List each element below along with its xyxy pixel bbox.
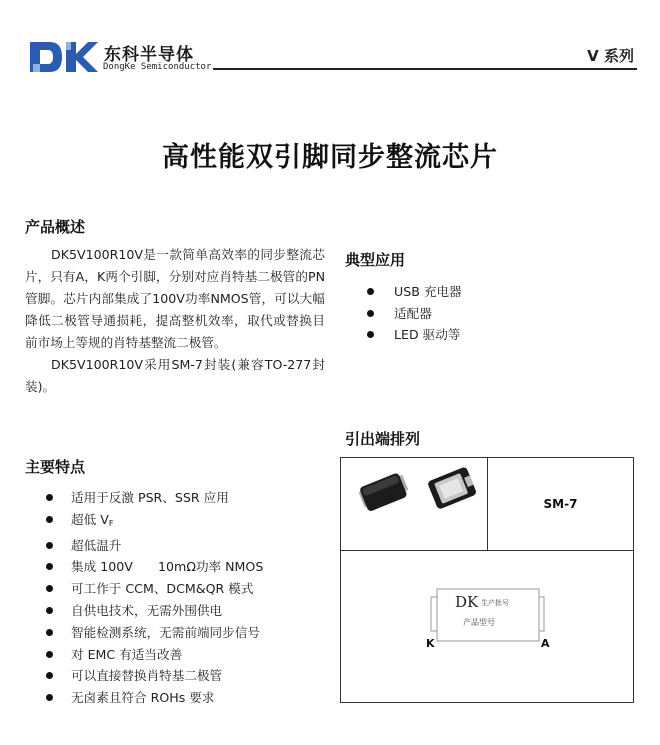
features-heading: 主要特点	[25, 458, 86, 476]
list-item: LED 驱动等	[345, 324, 462, 346]
series-label: V 系列	[587, 47, 634, 65]
bullet-icon	[367, 288, 374, 295]
brand-name-cn: 东科半导体	[104, 45, 194, 65]
list-item: 超低 $V_F$	[25, 509, 263, 535]
list-item: 集成 100V 10mΩ功率 NMOS	[25, 556, 263, 578]
pinout-heading: 引出端排列	[345, 430, 421, 448]
dk-logo-icon	[30, 40, 98, 74]
bullet-icon	[46, 585, 53, 592]
chip-marking-lot: 生产批号	[481, 599, 509, 607]
package-name: SM-7	[488, 458, 633, 551]
overview-para-1: DK5V100R10V是一款简单高效率的同步整流芯片，只有A，K两个引脚，分别对应肖特基二极管的PN管脚。芯片内部集成了100V功率NMOS管，可以大幅降低二极管导通损耗，提高整机效率，取代或替换目前市场上等规的肖特基整流二极管。	[25, 247, 325, 350]
list-item: 自供电技术，无需外围供电	[25, 600, 263, 622]
list-item: 智能检测系统，无需前端同步信号	[25, 622, 263, 644]
applications-heading: 典型应用	[345, 251, 406, 269]
bullet-icon	[46, 629, 53, 636]
brand-name-en: DongKe Semiconductor	[103, 62, 212, 72]
chip-marking-logo: DK	[455, 593, 479, 611]
list-item: USB 充电器	[345, 281, 462, 303]
bullet-icon	[46, 563, 53, 570]
list-item: 对 EMC 有适当改善	[25, 644, 263, 666]
overview-heading: 产品概述	[25, 218, 86, 236]
bullet-icon	[46, 607, 53, 614]
list-item: 可工作于 CCM、DCM&QR 模式	[25, 578, 263, 600]
pinout-table	[340, 457, 634, 703]
bullet-icon	[46, 494, 53, 501]
features-list	[25, 487, 263, 709]
list-item: 无卤素且符合 ROHs 要求	[25, 687, 263, 709]
bullet-icon	[367, 310, 374, 317]
pin-drawing-cell	[341, 551, 633, 702]
bullet-icon	[46, 516, 53, 523]
list-item: 适配器	[345, 303, 462, 325]
overview-para-2: DK5V100R10V采用SM-7封装(兼容TO-277封装)。	[25, 357, 325, 394]
list-item: 可以直接替换肖特基二极管	[25, 665, 263, 687]
bullet-icon	[46, 542, 53, 549]
package-photo-icon	[341, 458, 487, 550]
bullet-icon	[46, 672, 53, 679]
vf-subscript: F	[108, 518, 114, 528]
header-rule	[213, 68, 637, 70]
list-item: 超低温升	[25, 535, 263, 557]
overview-text	[25, 244, 325, 398]
bullet-icon	[46, 694, 53, 701]
pin-k-label: K	[426, 637, 435, 650]
applications-list	[345, 281, 462, 346]
chip-marking-model: 产品型号	[463, 618, 495, 627]
pin-a-label: A	[541, 637, 550, 650]
bullet-icon	[367, 331, 374, 338]
list-item: 适用于反激 PSR、SSR 应用	[25, 487, 263, 509]
page-title: 高性能双引脚同步整流芯片	[162, 142, 498, 173]
package-photo-cell	[341, 458, 488, 551]
bullet-icon	[46, 651, 53, 658]
